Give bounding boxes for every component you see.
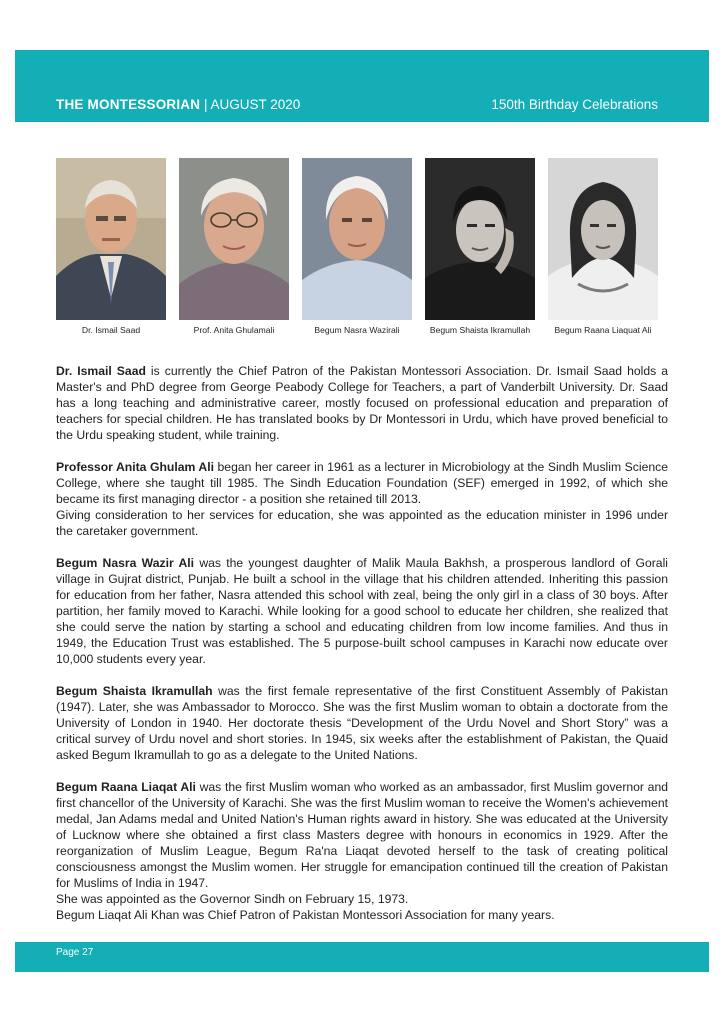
photo-caption: Begum Raana Liaquat Ali [554, 325, 652, 335]
person-name: Begum Raana Liaqat Ali [56, 780, 196, 794]
page-number: Page 27 [56, 947, 94, 958]
bio-text: was the youngest daughter of Malik Maula Bakhsh, a prosperous landlord of Gorali village in Gujrat district, Punjab. He built a school in the village that his children attended. Inheriting this passion for education from her father, Nasra attended this school with zeal, being the only girl in a class of 30 boys. After partition, her family moved to Karachi. While looking for a good school to educate her children, she realized that she could serve the nation by starting a school and educating children from low income families. And thus in 1949, the Education Trust was established. The 5 purpose-built school campuses in Karachi now educate over 10,000 students every year. [56, 556, 668, 666]
bio-text-continued: She was appointed as the Governor Sindh on February 15, 1973. [56, 892, 409, 906]
portrait-photo [302, 158, 412, 320]
bio-paragraph [56, 363, 668, 443]
bio-text: began her career in 1961 as a lecturer in Microbiology at the Sindh Muslim Science College, where she taught till 1985. The Sindh Education Foundation (SEF) emerged in 1992, of which she became its first managing director - a position she retained till 2013. [56, 460, 669, 506]
person-name: Begum Nasra Wazir Ali [56, 556, 195, 570]
bio-paragraph [56, 683, 668, 763]
header-title [56, 97, 300, 112]
portrait-photo [548, 158, 658, 320]
publication-name: THE MONTESSORIAN [56, 97, 201, 112]
portrait-gallery [56, 158, 670, 343]
bio-paragraph [56, 555, 668, 667]
photo-caption: Dr. Ismail Saad [81, 325, 141, 335]
person-name: Begum Shaista Ikramullah [56, 684, 213, 698]
portrait-photo [56, 158, 166, 320]
bio-text-continued: Giving consideration to her services for education, she was appointed as the education minister in 1996 under the caretaker government. [56, 508, 668, 538]
photo-caption: Prof. Anita Ghulamali [193, 325, 275, 335]
portrait-photo [179, 158, 289, 320]
section-title: 150th Birthday Celebrations [491, 97, 658, 112]
person-name: Professor Anita Ghulam Ali [56, 460, 214, 474]
portrait-photo [425, 158, 535, 320]
issue-date: AUGUST 2020 [210, 97, 301, 112]
bio-text-continued: Begum Liaqat Ali Khan was Chief Patron of Pakistan Montessori Association for many years. [56, 908, 555, 922]
bio-text: is currently the Chief Patron of the Pakistan Montessori Association. Dr. Ismail Saad holds a Master's and PhD degree from George Peabody College for Teachers, a part of Vanderbilt University. Dr. Saad has a long teaching and administrative career, mostly focused on professional education and preparation of teachers for special children. He has translated books by Dr Montessori in Urdu, which have proved beneficial to the Urdu speaking student, while training. [56, 364, 668, 442]
bio-paragraph [56, 459, 668, 539]
bio-text: was the first female representative of the first Constituent Assembly of Pakistan (1947). Later, she was Ambassador to Morocco. She was the first Muslim woman to obtain a doctorate from the University of London in 1940. Her doctorate thesis “Development of the Urdu Novel and Short Story” was a critical survey of Urdu novel and short stories. In 1945, six weeks after the establishment of Pakistan, the Quaid asked Begum Ikramullah to go as a delegate to the United Nations. [56, 684, 668, 762]
page-header [56, 97, 658, 117]
footer-band [15, 942, 709, 972]
article-body [56, 363, 668, 939]
person-name: Dr. Ismail Saad [56, 364, 146, 378]
photo-caption: Begum Shaista Ikramullah [429, 325, 531, 335]
bio-text: was the first Muslim woman who worked as an ambassador, first Muslim governor and first chancellor of the University of Karachi. She was the first Muslim woman to receive the Women's achievement medal, Jan Adams medal and United Nation's Human rights award in history. She was educated at the University of Lucknow where she obtained a first class Masters degree with honours in economics in 1929. After the reorganization of Muslim League, Begum Ra'na Liaqat devoted herself to the task of creating political consciousness amongst the Muslim women. Her struggle for emancipation continued till the creation of Pakistan for Muslims of India in 1947. [56, 780, 668, 890]
photo-caption: Begum Nasra Wazirali [314, 325, 400, 335]
header-separator: | [200, 97, 211, 112]
bio-paragraph [56, 779, 668, 923]
